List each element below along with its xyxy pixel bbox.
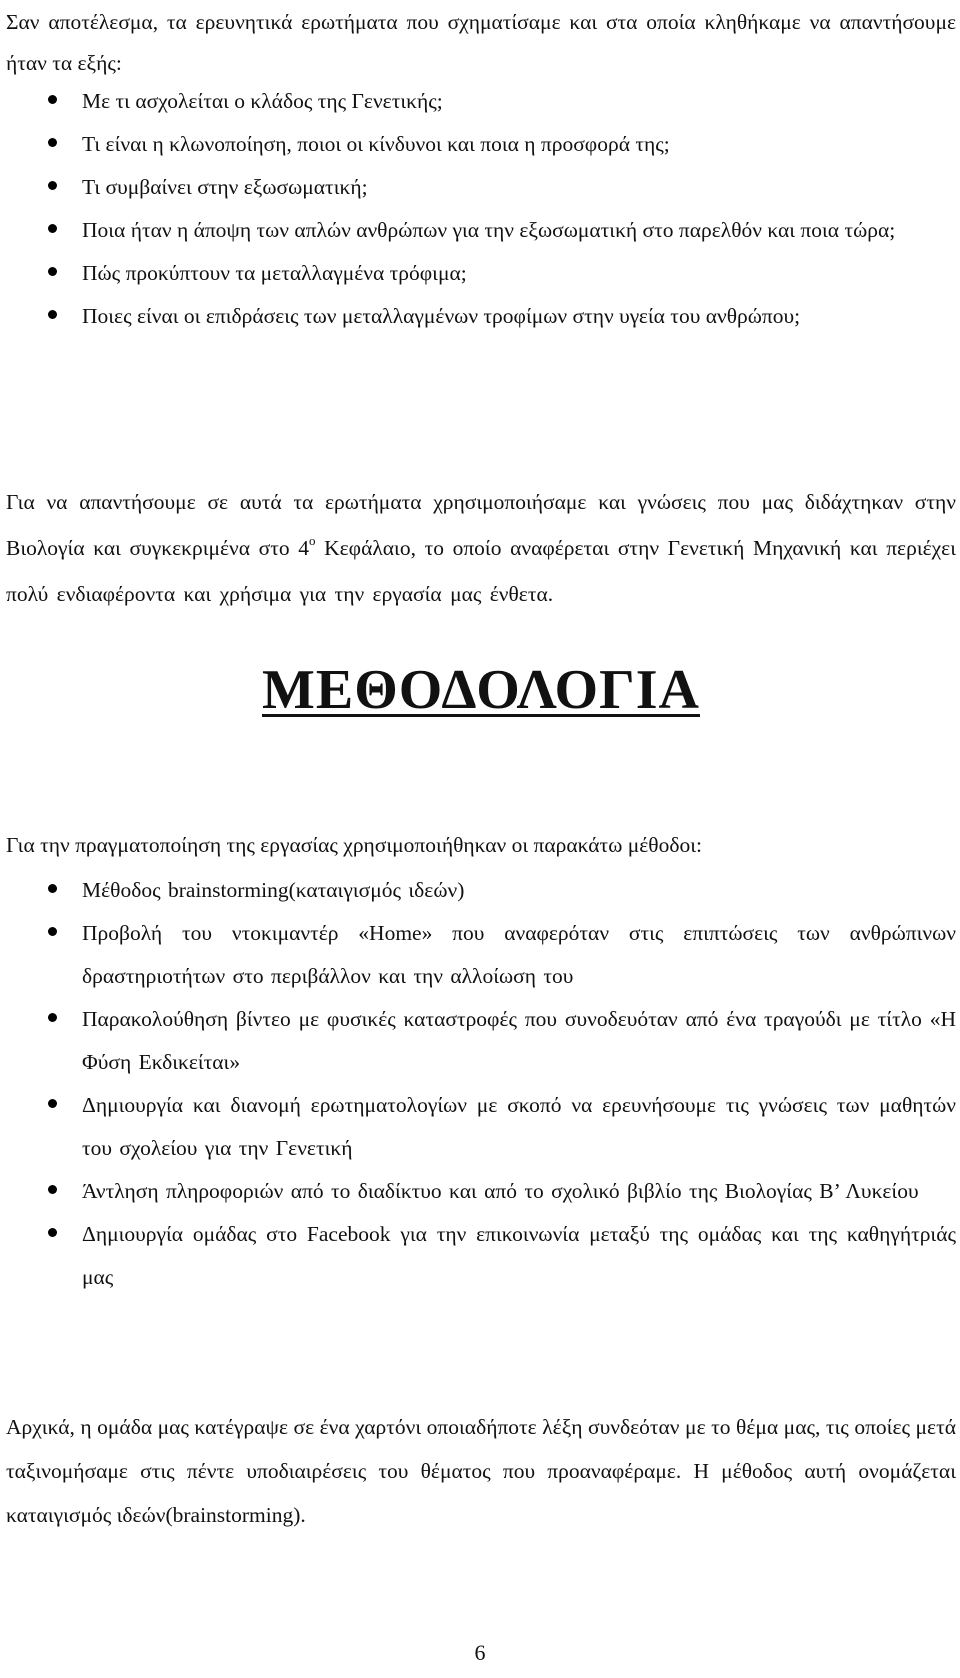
knowledge-text-start: Για να απαντήσουμε σε αυτά τα ερωτήματα χρησιμοποιήσαμε και γνώσεις που μας διδάχτηκαν στην Βιολογία και συγκεκριμένα στο 4 <box>6 490 956 560</box>
intro-paragraph: Σαν αποτέλεσμα, τα ερευνητικά ερωτήματα που σχηματίσαμε και στα οποία κληθήκαμε να απαντήσουμε ήταν τα εξής: <box>6 10 956 75</box>
bullet-icon <box>48 267 57 276</box>
list-item <box>6 80 956 123</box>
list-item <box>6 295 956 338</box>
methodology-heading: ΜΕΘΟΔΟΛΟΓΙΑ <box>262 659 700 721</box>
bullet-icon <box>48 927 57 936</box>
research-questions-list <box>6 80 956 338</box>
methodology-intro: Για την πραγματοποίηση της εργασίας χρησιμοποιήθηκαν οι παρακάτω μέθοδοι: <box>6 833 702 857</box>
list-item-text: Προβολή του ντοκιμαντέρ «Home» που αναφερόταν στις επιπτώσεις των ανθρώπινων δραστηριοτήτων στο περιβάλλον και την αλλοίωση του <box>82 921 956 988</box>
bullet-icon <box>48 1228 57 1237</box>
bullet-icon <box>48 95 57 104</box>
knowledge-paragraph <box>6 479 956 617</box>
list-item <box>6 998 956 1084</box>
list-item-text: Άντληση πληροφοριών από το διαδίκτυο και από το σχολικό βιβλίο της Βιολογίας Β’ Λυκείου <box>82 1179 919 1203</box>
bullet-icon <box>48 138 57 147</box>
bullet-icon <box>48 1185 57 1194</box>
knowledge-text-end: Κεφάλαιο, το οποίο αναφέρεται στην Γενετική Μηχανική και περιέχει πολύ ενδιαφέροντα και χρήσιμα για την εργασία μας ένθετα. <box>6 536 956 606</box>
list-item <box>6 123 956 166</box>
list-item <box>6 209 956 252</box>
list-item-text: Δημιουργία ομάδας στο Facebook για την επικοινωνία μεταξύ της ομάδας και της καθηγήτριάς μας <box>82 1222 956 1289</box>
list-item <box>6 1170 956 1213</box>
closing-paragraph: Αρχικά, η ομάδα μας κατέγραψε σε ένα χαρτόνι οποιαδήποτε λέξη συνδεόταν με το θέμα μας, τις οποίες μετά ταξινομήσαμε στις πέντε υποδιαιρέσεις του θέματος που προαναφέραμε. Η μέθοδος αυτή ονομάζεται καταιγισμός ιδεών(brainstorming). <box>6 1415 956 1527</box>
bullet-icon <box>48 1013 57 1022</box>
list-item <box>6 252 956 295</box>
bullet-icon <box>48 224 57 233</box>
list-item-text: Τι είναι η κλωνοποίηση, ποιοι οι κίνδυνοι και ποια η προσφορά της; <box>82 132 670 156</box>
list-item-text: Μέθοδος brainstorming(καταιγισμός ιδεών) <box>82 878 465 902</box>
list-item-text: Παρακολούθηση βίντεο με φυσικές καταστροφές που συνοδευόταν από ένα τραγούδι με τίτλο «Η Φύση Εκδικείται» <box>82 1007 956 1074</box>
list-item-text: Τι συμβαίνει στην εξωσωματική; <box>82 175 368 199</box>
list-item-text: Ποια ήταν η άποψη των απλών ανθρώπων για την εξωσωματική στο παρελθόν και ποια τώρα; <box>82 218 896 242</box>
list-item <box>6 1084 956 1170</box>
list-item-text: Πώς προκύπτουν τα μεταλλαγμένα τρόφιμα; <box>82 261 467 285</box>
bullet-icon <box>48 310 57 319</box>
list-item <box>6 912 956 998</box>
bullet-icon <box>48 1099 57 1108</box>
methods-list <box>6 869 956 1299</box>
page-number: 6 <box>474 1640 486 1665</box>
bullet-icon <box>48 884 57 893</box>
list-item <box>6 166 956 209</box>
list-item-text: Με τι ασχολείται ο κλάδος της Γενετικής; <box>82 89 443 113</box>
list-item <box>6 1213 956 1299</box>
list-item-text: Ποιες είναι οι επιδράσεις των μεταλλαγμένων τροφίμων στην υγεία του ανθρώπου; <box>82 304 801 328</box>
list-item <box>6 869 956 912</box>
bullet-icon <box>48 181 57 190</box>
ordinal-superscript: ο <box>309 533 316 548</box>
list-item-text: Δημιουργία και διανομή ερωτηματολογίων με σκοπό να ερευνήσουμε τις γνώσεις των μαθητών του σχολείου για την Γενετική <box>82 1093 956 1160</box>
